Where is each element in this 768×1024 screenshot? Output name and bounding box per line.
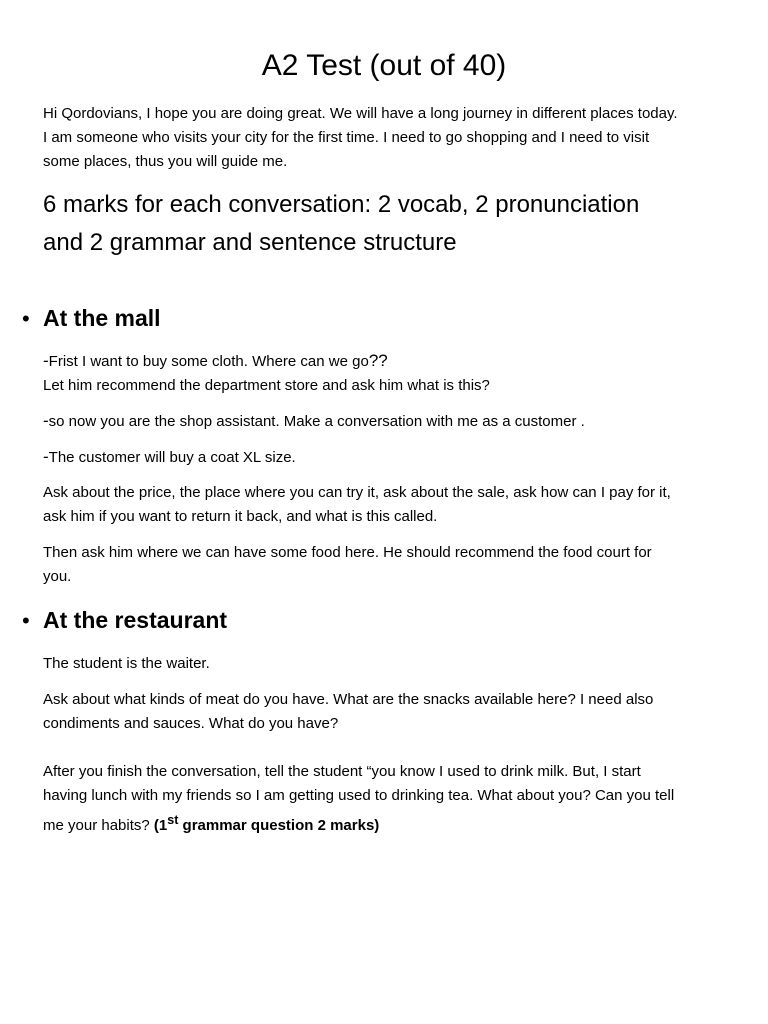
section-heading-mall <box>22 301 161 335</box>
section-heading-restaurant <box>22 603 227 637</box>
restaurant-instruction-1: The student is the waiter. <box>43 655 210 672</box>
section-heading-text: At the mall <box>43 305 161 331</box>
mall-instruction-5: Then ask him where we can have some food here. He should recommend the food court for you. <box>43 544 652 585</box>
dash-marker: - <box>43 447 49 466</box>
restaurant-instruction-3: After you finish the conversation, tell the student “you know I used to drink milk. But, I start having lunch with my friends so I am getting used to drinking tea. What about you? Can you tell me your habits? (1st grammar question 2 marks) <box>43 763 675 834</box>
section-heading-text: At the restaurant <box>43 607 228 633</box>
bullet-icon: • <box>22 306 30 331</box>
grammar-question-note: (1st grammar question 2 marks) <box>153 813 380 834</box>
intro-paragraph: Hi Qordovians, I hope you are doing great. We will have a long journey in different places today. I am someone who visits your city for the first time. I need to go shopping and I need to visit some places, thus you will guide me. <box>43 105 678 170</box>
dash-marker: - <box>43 351 49 370</box>
mall-instruction-4: Ask about the price, the place where you can try it, ask about the sale, ask how can I pay for it, ask him if you want to return it back, and what is this called. <box>43 484 671 525</box>
page-title: A2 Test (out of 40) <box>261 49 507 82</box>
mall-instruction-1: -Frist I want to buy some cloth. Where can we go?? Let him recommend the department store and ask him what is this? <box>43 351 490 394</box>
mall-instruction-3: -The customer will buy a coat XL size. <box>43 447 296 466</box>
mall-instruction-2: -so now you are the shop assistant. Make a conversation with me as a customer . <box>43 411 585 430</box>
marking-scheme: 6 marks for each conversation: 2 vocab, 2 pronunciation and 2 grammar and sentence structure <box>43 191 640 256</box>
bullet-icon: • <box>22 608 30 633</box>
restaurant-instruction-2: Ask about what kinds of meat do you have. What are the snacks available here? I need also condiments and sauces. What do you have? <box>43 691 654 732</box>
dash-marker: - <box>43 411 49 430</box>
